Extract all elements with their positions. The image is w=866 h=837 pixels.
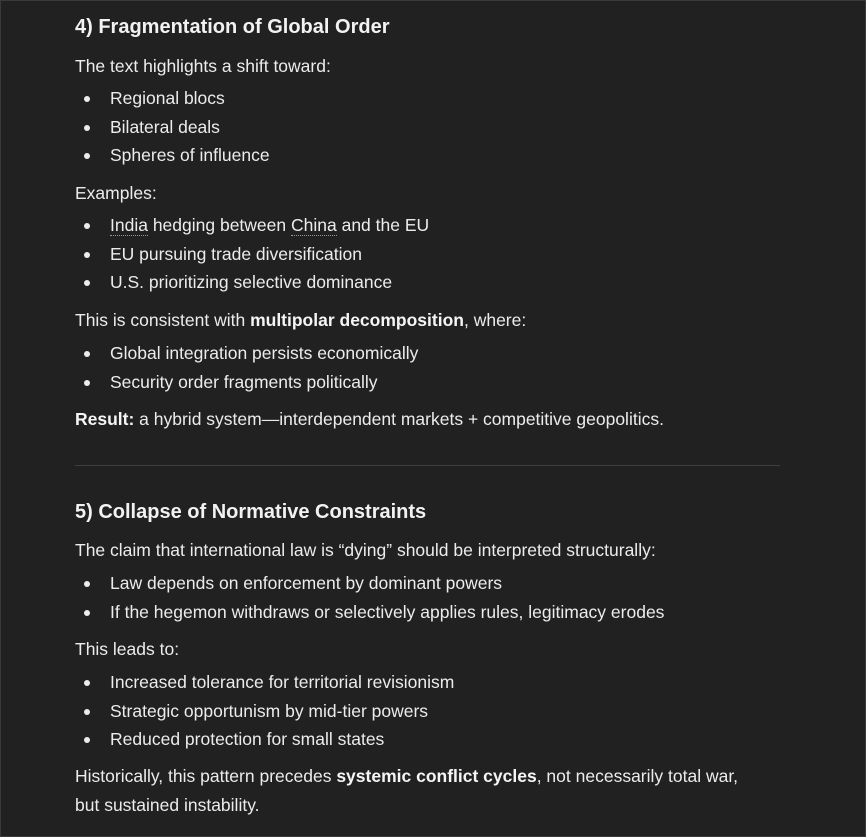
list-item: Bilateral deals — [75, 113, 780, 142]
list-item: Reduced protection for small states — [75, 725, 780, 754]
section-5-heading: 5) Collapse of Normative Constraints — [75, 501, 427, 523]
list-item: Law depends on enforcement by dominant powers — [75, 569, 780, 598]
list-item: Global integration persists economically — [75, 339, 780, 368]
paragraph-text: This is consistent with — [75, 310, 251, 330]
paragraph-text: Historically, this pattern precedes — [75, 766, 337, 786]
example-text: hedging between — [147, 215, 291, 235]
historical-paragraph — [75, 762, 765, 819]
paragraph-text: , where: — [463, 310, 527, 330]
list-item: Regional blocs — [75, 84, 780, 113]
paragraph-text: , not necessarily total war, but sustained instability. — [75, 766, 739, 815]
claim-list — [75, 569, 780, 626]
where-list — [75, 339, 780, 396]
examples-list — [75, 211, 780, 297]
list-item: Increased tolerance for territorial revisionism — [75, 668, 780, 697]
leads-label: This leads to: — [75, 639, 180, 659]
section-divider — [75, 465, 780, 466]
result-paragraph — [75, 405, 664, 434]
list-item: Strategic opportunism by mid-tier powers — [75, 697, 780, 726]
list-item: EU pursuing trade diversification — [75, 240, 780, 269]
shift-list — [75, 84, 780, 170]
list-item: Spheres of influence — [75, 141, 780, 170]
result-label: Result: — [75, 409, 135, 429]
section-4-intro: The text highlights a shift toward: — [75, 56, 331, 76]
leads-list — [75, 668, 780, 754]
entity-link-india[interactable]: India — [110, 215, 148, 235]
list-item: U.S. prioritizing selective dominance — [75, 268, 780, 297]
example-text: and the EU — [336, 215, 430, 235]
list-item: Security order fragments politically — [75, 368, 780, 397]
examples-label: Examples: — [75, 183, 157, 203]
bold-term: multipolar decomposition — [250, 310, 464, 330]
list-item — [75, 211, 780, 240]
list-item: If the hegemon withdraws or selectively applies rules, legitimacy erodes — [75, 598, 780, 627]
section-4-heading: 4) Fragmentation of Global Order — [75, 16, 390, 38]
section-5-intro: The claim that international law is “dying” should be interpreted structurally: — [75, 540, 656, 560]
bold-term: systemic conflict cycles — [336, 766, 537, 786]
entity-link-china[interactable]: China — [291, 215, 337, 235]
result-text: a hybrid system—interdependent markets + competitive geopolitics. — [134, 409, 664, 429]
multipolar-paragraph — [75, 306, 526, 335]
